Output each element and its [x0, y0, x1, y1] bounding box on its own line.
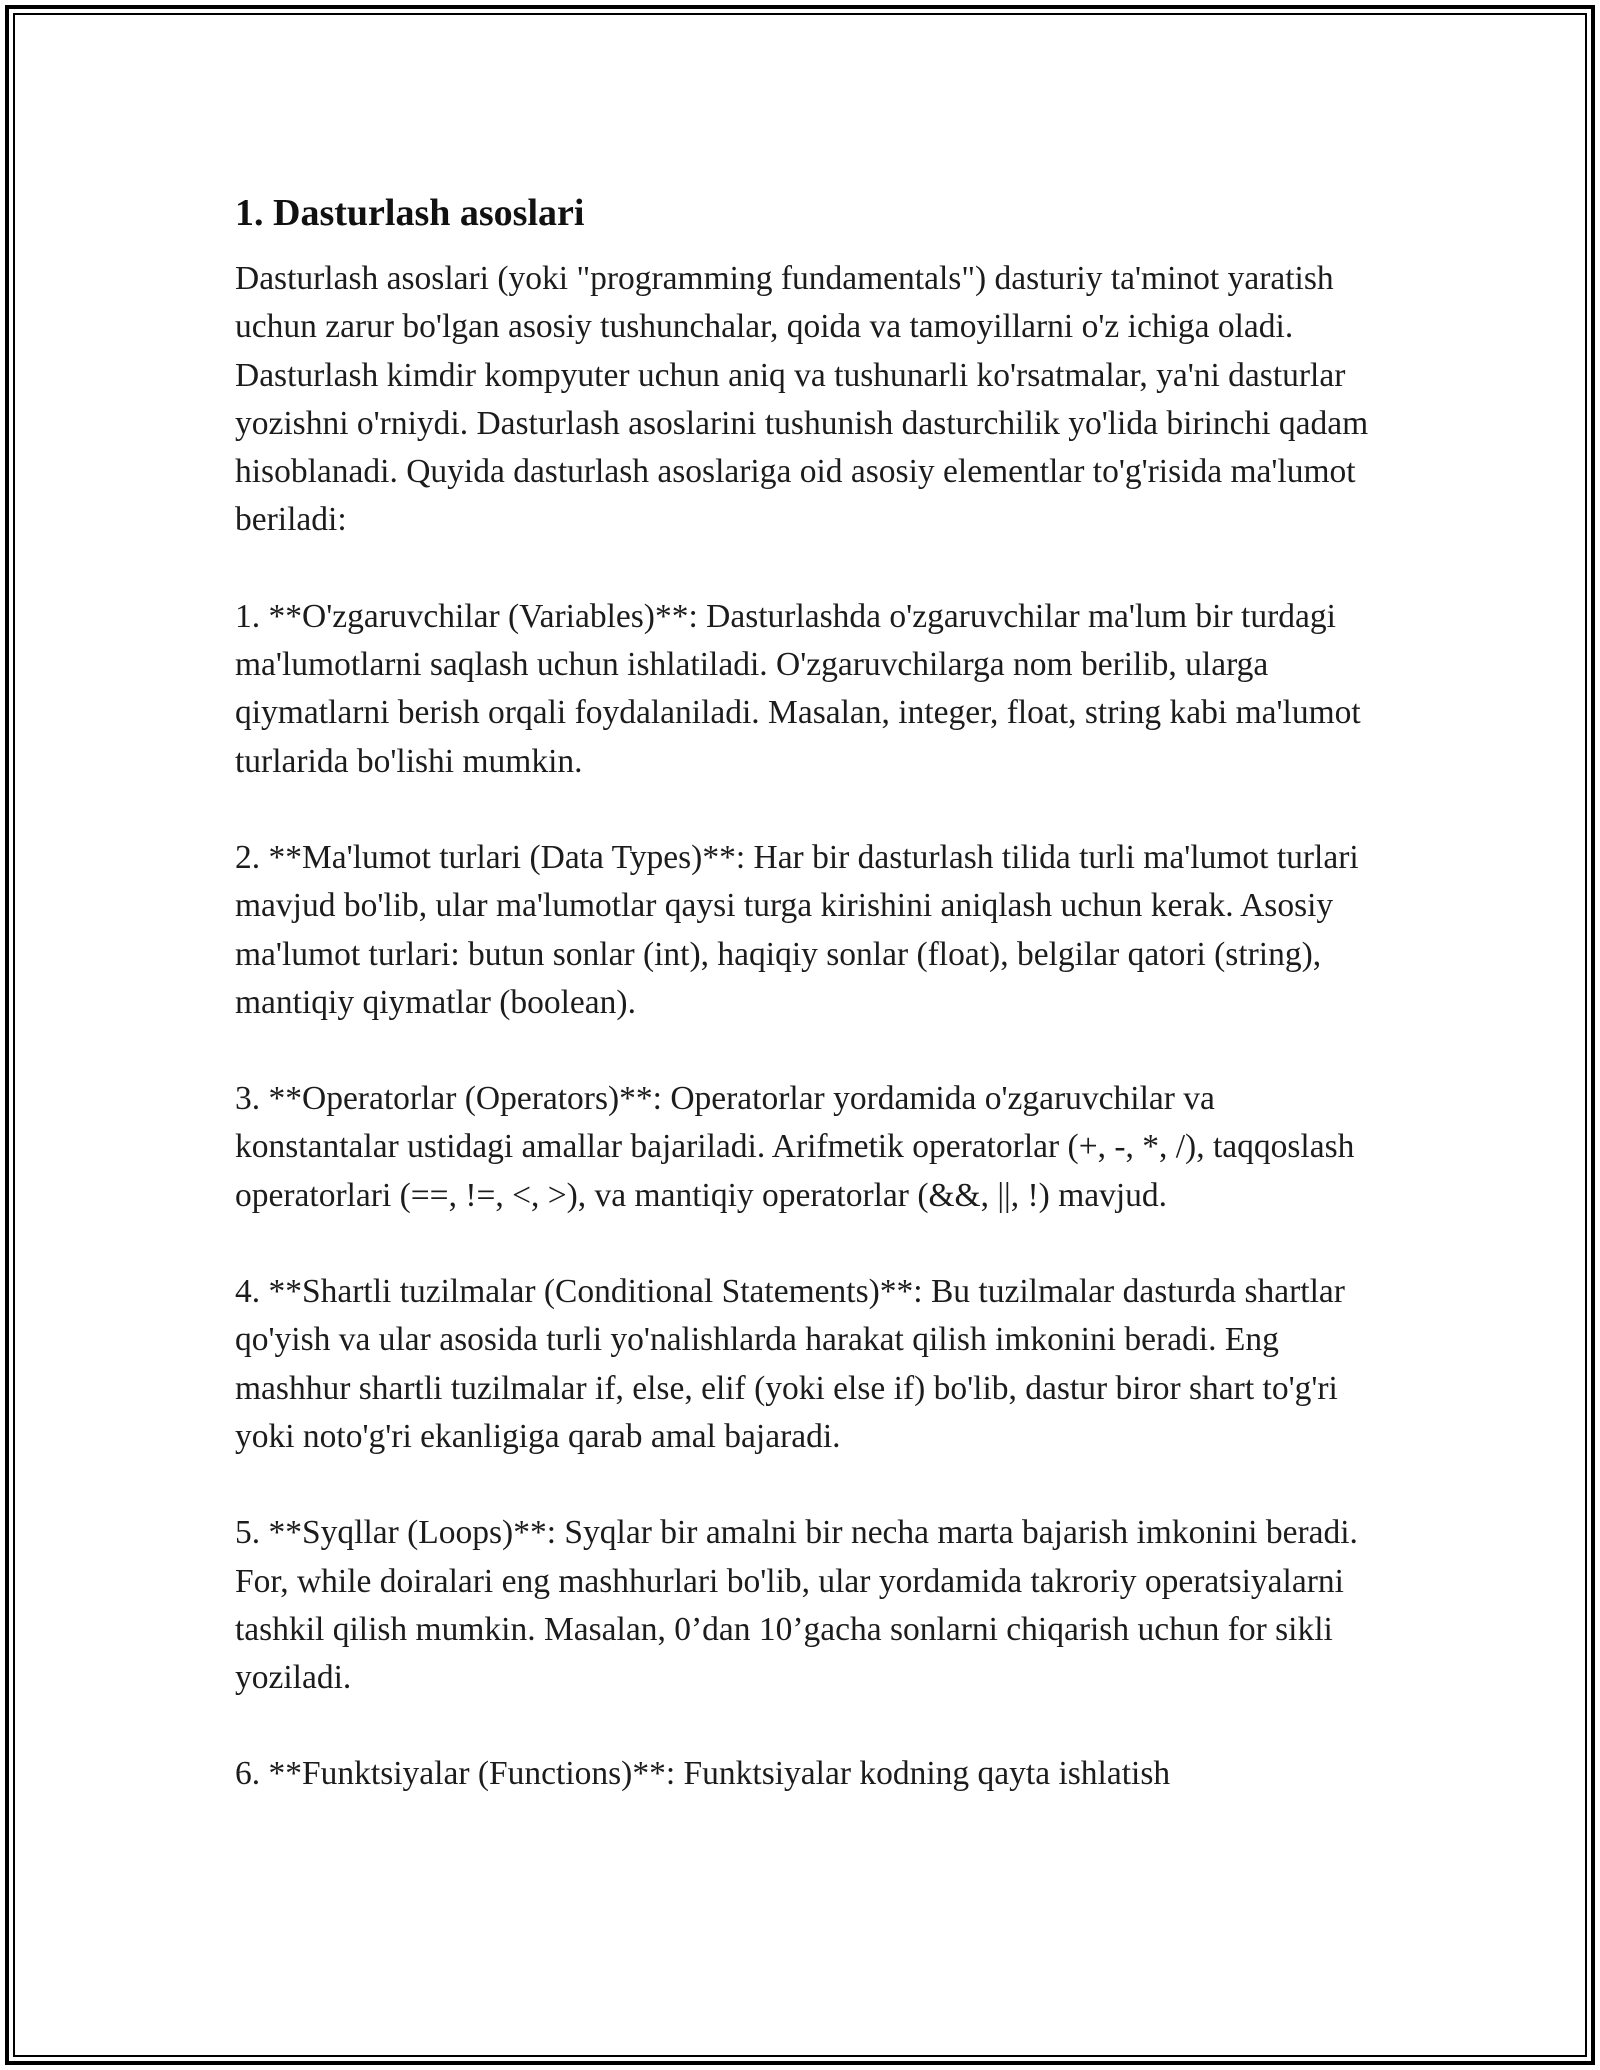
section-heading: 1. Dasturlash asoslari — [235, 192, 585, 234]
list-item-loops: 5. **Syqllar (Loops)**: Syqlar bir amalni bir necha marta bajarish imkonini beradi. For, while doiralari eng mashhurlari bo'lib, ular yordamida takroriy operatsiyalarni tashkil qilish mumkin. Masalan, 0’dan 10’gacha sonlarni chiqarish uchun for sikli yoziladi. — [235, 1514, 1358, 1697]
list-item-functions: 6. **Funktsiyalar (Functions)**: Funktsiyalar kodning qayta ishlatish — [235, 1755, 1171, 1793]
document-body — [235, 185, 1385, 1799]
intro-paragraph: Dasturlash asoslari (yoki "programming fundamentals") dasturiy ta'minot yaratish uchun zarur bo'lgan asosiy tushunchalar, qoida va tamoyillarni o'z ichiga oladi. Dasturlash kimdir kompyuter uchun aniq va tushunarli ko'rsatmalar, ya'ni dasturlar yozishni o'rniydi. Dasturlash asoslarini tushunish dasturchilik yo'lida birinchi qadam hisoblanadi. Quyida dasturlash asoslariga oid asosiy elementlar to'g'risida ma'lumot beriladi: — [235, 260, 1369, 539]
list-item-conditional-statements: 4. **Shartli tuzilmalar (Conditional Statements)**: Bu tuzilmalar dasturda shartlar qo'yish va ular asosida turli yo'nalishlarda harakat qilish imkonini beradi. Eng mashhur shartli tuzilmalar if, else, elif (yoki else if) bo'lib, dastur biror shart to'g'ri yoki noto'g'ri ekanligiga qarab amal bajaradi. — [235, 1273, 1345, 1455]
list-item-variables: 1. **O'zgaruvchilar (Variables)**: Dasturlashda o'zgaruvchilar ma'lum bir turdagi ma'lumotlarni saqlash uchun ishlatiladi. O'zgaruvchilarga nom berilib, ularga qiymatlarni berish orqali foydalaniladi. Masalan, integer, float, string kabi ma'lumot turlarida bo'lishi mumkin. — [235, 597, 1361, 780]
list-item-operators: 3. **Operatorlar (Operators)**: Operatorlar yordamida o'zgaruvchilar va konstantalar ustidagi amallar bajariladi. Arifmetik operatorlar (+, -, *, /), taqqoslash operatorlari (==, !=, <, >), va mantiqiy operatorlar (&&, ||, !) mavjud. — [235, 1080, 1355, 1214]
list-item-data-types: 2. **Ma'lumot turlari (Data Types)**: Har bir dasturlash tilida turli ma'lumot turlari mavjud bo'lib, ular ma'lumotlar qaysi turga kirishini aniqlash uchun kerak. Asosiy ma'lumot turlari: butun sonlar (int), haqiqiy sonlar (float), belgilar qatori (string), mantiqiy qiymatlar (boolean). — [235, 838, 1359, 1021]
